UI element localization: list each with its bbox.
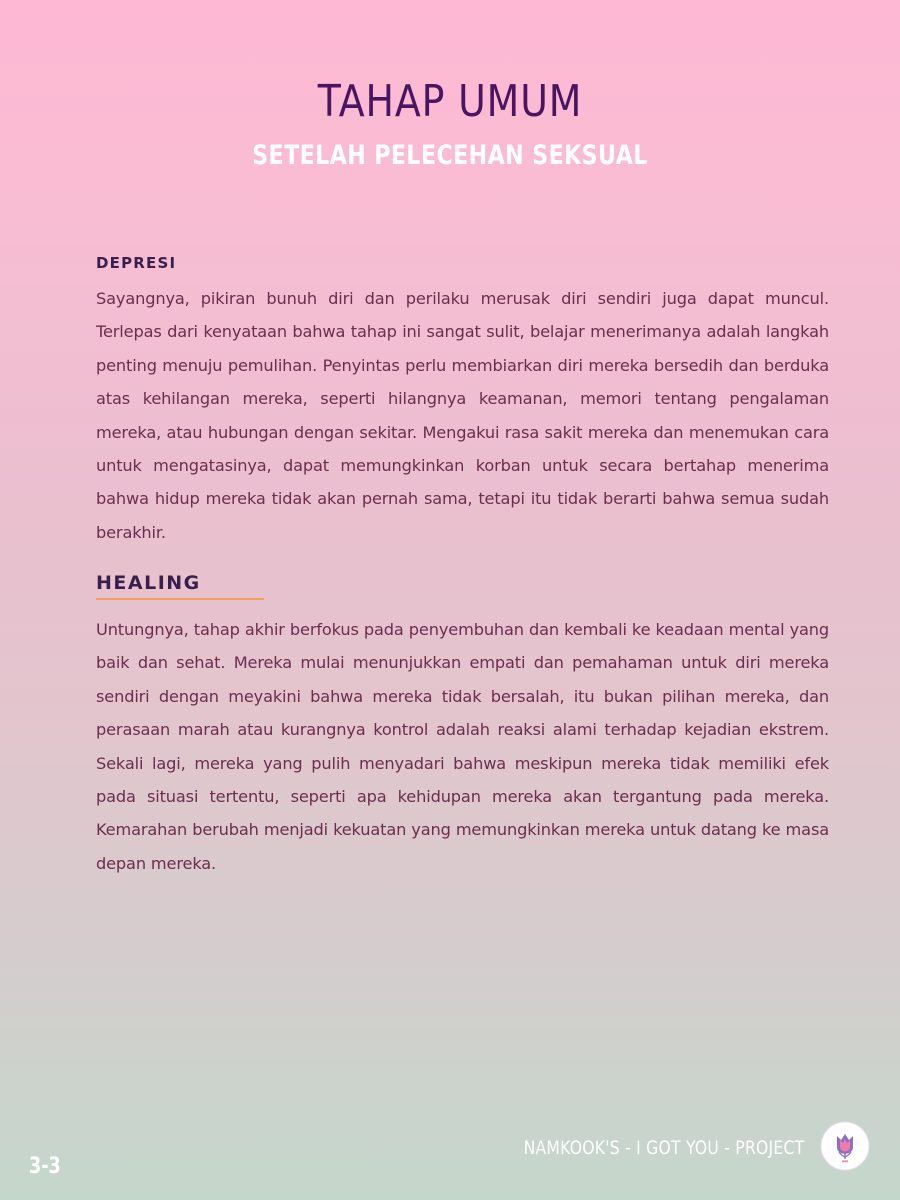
page-number: 3-3 bbox=[29, 1154, 61, 1179]
section-body-healing: Untungnya, tahap akhir berfokus pada penyembuhan dan kembali ke keadaan mental yang baik dan sehat. Mereka mulai menunjukkan empati dan pemahaman untuk diri mereka sendiri dengan meyakini bahwa mereka tidak bersalah, itu bukan pilihan mereka, dan perasaan marah atau kurangnya kontrol adalah reaksi alami terhadap kejadian ekstrem. Sekali lagi, mereka yang pulih menyadari bahwa meskipun mereka tidak memiliki efek pada situasi tertentu, seperti apa kehidupan mereka akan tergantung pada mereka. Kemarahan berubah menjadi kekuatan yang memungkinkan mereka untuk datang ke masa depan mereka. bbox=[96, 620, 829, 873]
section-heading-healing: HEALING bbox=[96, 572, 201, 594]
section-heading-depresi: DEPRESI bbox=[96, 254, 177, 272]
page-title: TAHAP UMUM bbox=[317, 76, 583, 127]
tulip-logo-icon bbox=[820, 1121, 870, 1171]
section-body-depresi: Sayangnya, pikiran bunuh diri dan perilaku merusak diri sendiri juga dapat muncul. Terlepas dari kenyataan bahwa tahap ini sangat sulit, belajar menerimanya adalah langkah penting menuju pemulihan. Penyintas perlu membiarkan diri mereka bersedih dan berduka atas kehilangan mereka, seperti hilangnya keamanan, memori tentang pengalaman mereka, atau hubungan dengan sekitar. Mengakui rasa sakit mereka dan menemukan cara untuk mengatasinya, dapat memungkinkan korban untuk secara bertahap menerima bahwa hidup mereka tidak akan pernah sama, tetapi itu tidak berarti bahwa semua sudah berakhir. bbox=[96, 289, 829, 542]
page-subtitle: SETELAH PELECEHAN SEKSUAL bbox=[252, 140, 648, 171]
heading-underline bbox=[96, 598, 264, 600]
footer-project-name: NAMKOOK'S - I GOT YOU - PROJECT bbox=[523, 1137, 804, 1159]
